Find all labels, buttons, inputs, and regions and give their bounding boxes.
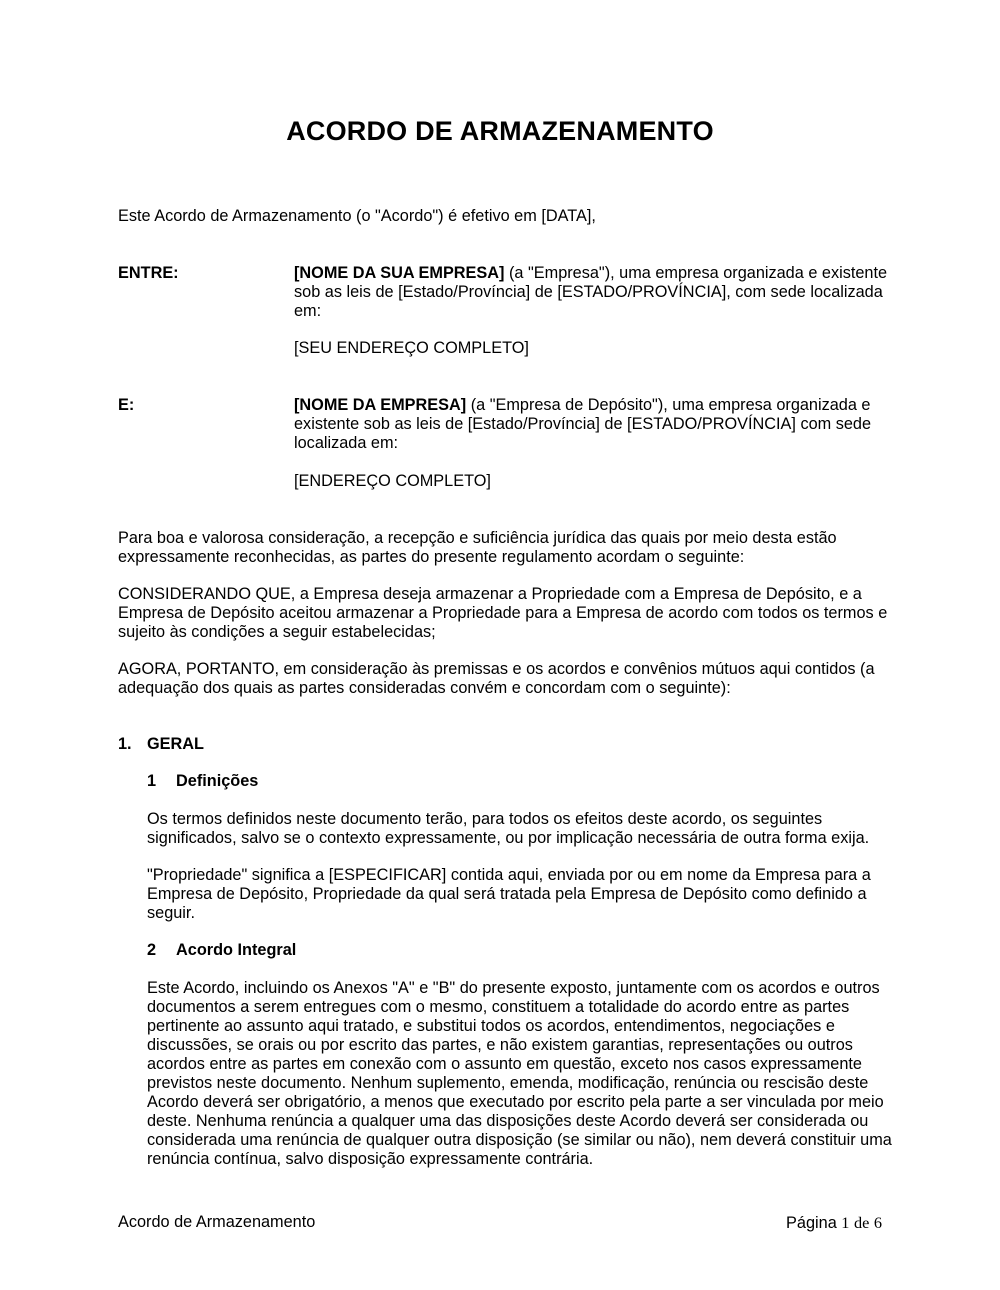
- section1-title: GERAL: [147, 735, 204, 753]
- party2-label: E:: [118, 396, 135, 414]
- now-therefore-paragraph: AGORA, PORTANTO, em consideração às premissas e os acordos e convênios mútuos aqui contidos (a adequação dos quais as partes consideradas convém e concordam com o seguinte):: [118, 660, 875, 697]
- footer-page-separator: de: [853, 1213, 870, 1232]
- section1-number: 1.: [118, 735, 132, 753]
- subsection2-number: 2: [147, 941, 157, 959]
- whereas-paragraph: CONSIDERANDO QUE, a Empresa deseja armazenar a Propriedade com a Empresa de Depósito, e a Empresa de Depósito aceitou armazenar a Propriedade para a Empresa de acordo com todos os termos e sujeito às condições a seguir estabelecidas;: [118, 585, 888, 641]
- entire-agreement-paragraph: Este Acordo, incluindo os Anexos "A" e "B" do presente exposto, juntamente com os acordos e outros documentos a serem entregues com o mesmo, constituem a totalidade do acordo entre as partes pertinente ao assunto aqui tratado, e substitui todos os acordos, entendimentos, negociações e discussões, se orais ou por escrito das partes, e não existem garantias, representações ou outros acordos entre as partes em conexão com o assunto em questão, exceto nos casos expressamente previstos neste documento. Nenhum suplemento, emenda, modificação, renúncia ou rescisão deste Acordo deverá ser obrigatório, a menos que executado por escrito pela parte a ser vinculada por meio deste. Nenhuma renúncia a qualquer uma das disposições deste Acordo deverá ser considerada ou considerada uma renúncia de qualquer outra disposição (se similar ou não), nem deverá constituir uma renúncia contínua, salvo disposição expressamente contrária.: [147, 979, 892, 1168]
- party1-label: ENTRE:: [118, 264, 179, 282]
- party2-address: [ENDEREÇO COMPLETO]: [294, 472, 491, 490]
- party1-paragraph: [294, 264, 894, 321]
- party2-description: (a "Empresa de Depósito"), uma empresa organizada e existente sob as leis de [Estado/Província] de [ESTADO/PROVÍNCIA] com sede localizada em:: [294, 396, 872, 452]
- party2-name: [NOME DA EMPRESA]: [294, 396, 467, 414]
- footer-page-total: 6: [873, 1213, 882, 1232]
- subsection1-title: Definições: [176, 772, 259, 790]
- party1-address: [SEU ENDEREÇO COMPLETO]: [294, 339, 529, 357]
- subsection2-title: Acordo Integral: [176, 941, 297, 959]
- party1-description: (a "Empresa"), uma empresa organizada e existente sob as leis de [Estado/Província] de [ESTADO/PROVÍNCIA], com sede localizada em:: [294, 264, 888, 320]
- footer-document-name: Acordo de Armazenamento: [118, 1213, 316, 1231]
- intro-paragraph: Este Acordo de Armazenamento (o "Acordo") é efetivo em [DATA],: [118, 207, 596, 225]
- footer-page-current: 1: [841, 1213, 850, 1232]
- consideration-paragraph: Para boa e valorosa consideração, a recepção e suficiência jurídica das quais por meio desta estão expressamente reconhecidas, as partes do presente regulamento acordam o seguinte:: [118, 529, 837, 566]
- footer-page-label: Página: [786, 1214, 837, 1232]
- party2-paragraph: [294, 396, 894, 453]
- document-title: ACORDO DE ARMAZENAMENTO: [286, 116, 714, 146]
- subsection1-number: 1: [147, 772, 157, 790]
- definitions-paragraph-1: Os termos definidos neste documento terão, para todos os efeitos deste acordo, os seguintes significados, salvo se o contexto expressamente, ou por implicação necessária de outra forma exija.: [147, 810, 870, 847]
- party1-name: [NOME DA SUA EMPRESA]: [294, 264, 505, 282]
- footer-page-number: [786, 1213, 882, 1233]
- definitions-paragraph-2: "Propriedade" significa a [ESPECIFICAR] contida aqui, enviada por ou em nome da Empresa para a Empresa de Depósito, Propriedade da qual será tratada pela Empresa de Depósito como definido a seguir.: [147, 866, 871, 922]
